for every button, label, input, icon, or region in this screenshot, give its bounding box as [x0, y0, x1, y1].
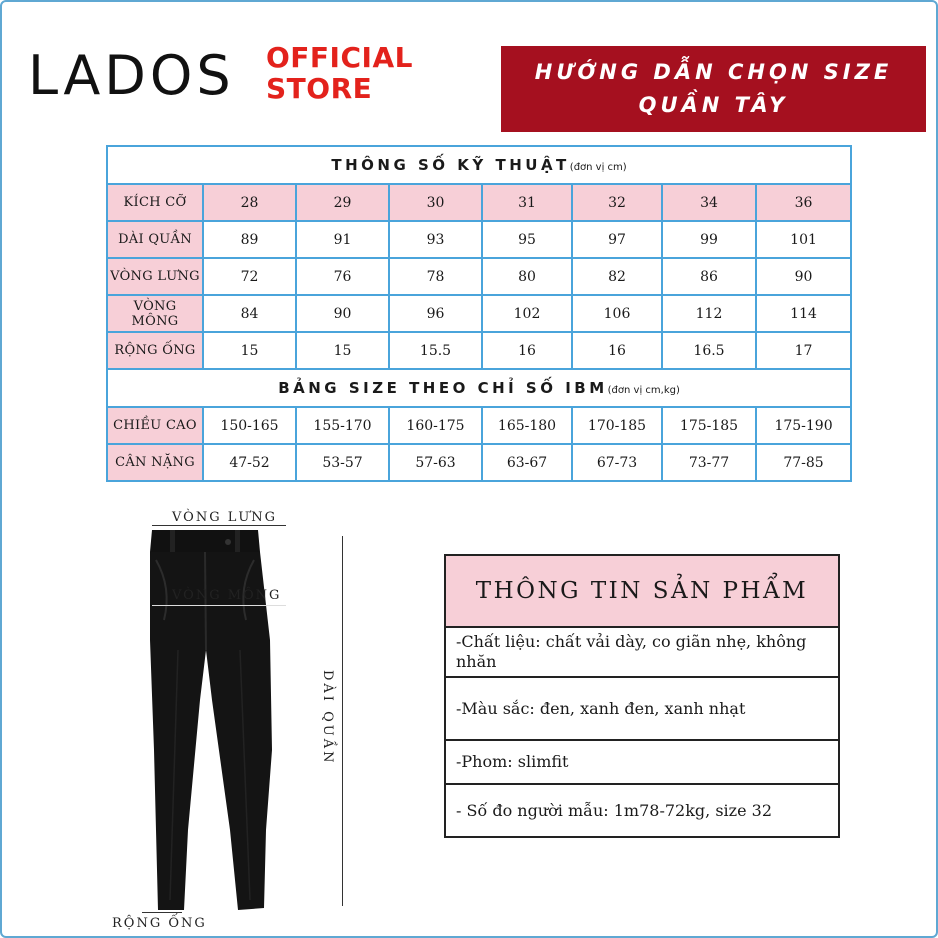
length-measure-label: DÀI QUẦN — [320, 670, 335, 766]
value-cell: 17 — [756, 332, 851, 369]
value-cell: 101 — [756, 221, 851, 258]
hip-measure-label: VÒNG MÔNG — [172, 588, 282, 603]
value-cell: 97 — [572, 221, 662, 258]
value-cell: 15 — [296, 332, 389, 369]
value-cell: 63-67 — [482, 444, 572, 481]
size-cell: 36 — [756, 184, 851, 221]
color-info: -Màu sắc: đen, xanh đen, xanh nhạt — [445, 677, 839, 740]
value-cell: 72 — [203, 258, 296, 295]
size-spec-table — [106, 145, 852, 482]
spec-title-unit: (đơn vị cm) — [569, 162, 627, 173]
value-cell: 170-185 — [572, 407, 662, 444]
value-cell: 47-52 — [203, 444, 296, 481]
bmi-title-row — [107, 369, 851, 407]
bmi-title: BẢNG SIZE THEO CHỈ SỐ IBM — [278, 379, 608, 397]
hip-measure-line — [152, 605, 286, 606]
bmi-title-cell — [107, 369, 851, 407]
banner-line-1: HƯỚNG DẪN CHỌN SIZE — [534, 60, 893, 84]
value-cell: 78 — [389, 258, 482, 295]
row-label: RỘNG ỐNG — [107, 332, 203, 369]
value-cell: 90 — [756, 258, 851, 295]
size-label: KÍCH CỠ — [107, 184, 203, 221]
value-cell: 99 — [662, 221, 756, 258]
spec-title: THÔNG SỐ KỸ THUẬT — [331, 156, 570, 174]
value-cell: 95 — [482, 221, 572, 258]
bmi-title-unit: (đơn vị cm,kg) — [607, 385, 680, 396]
value-cell: 16 — [572, 332, 662, 369]
value-cell: 175-190 — [756, 407, 851, 444]
value-cell: 102 — [482, 295, 572, 332]
size-cell: 30 — [389, 184, 482, 221]
height-row — [107, 407, 851, 444]
size-cell: 28 — [203, 184, 296, 221]
leg-opening-measure-label: RỘNG ỐNG — [112, 916, 207, 931]
length-measure-line — [342, 536, 343, 906]
row-label: VÒNG LƯNG — [107, 258, 203, 295]
value-cell: 77-85 — [756, 444, 851, 481]
waist-row — [107, 258, 851, 295]
value-cell: 112 — [662, 295, 756, 332]
value-cell: 82 — [572, 258, 662, 295]
row-label: CHIỀU CAO — [107, 407, 203, 444]
value-cell: 150-165 — [203, 407, 296, 444]
value-cell: 86 — [662, 258, 756, 295]
value-cell: 96 — [389, 295, 482, 332]
leg-opening-measure-line — [142, 912, 182, 913]
size-row — [107, 184, 851, 221]
spec-title-row — [107, 146, 851, 184]
value-cell: 114 — [756, 295, 851, 332]
banner-line-2: QUẦN TÂY — [638, 93, 789, 117]
value-cell: 165-180 — [482, 407, 572, 444]
value-cell: 76 — [296, 258, 389, 295]
value-cell: 84 — [203, 295, 296, 332]
product-info-table — [444, 554, 840, 838]
leg-opening-row — [107, 332, 851, 369]
value-cell: 90 — [296, 295, 389, 332]
value-cell: 16 — [482, 332, 572, 369]
value-cell: 93 — [389, 221, 482, 258]
waist-measure-line — [152, 525, 286, 526]
official-store-label — [266, 42, 413, 104]
size-guide-banner — [501, 46, 926, 132]
size-cell: 32 — [572, 184, 662, 221]
row-label: DÀI QUẦN — [107, 221, 203, 258]
hip-row — [107, 295, 851, 332]
size-cell: 31 — [482, 184, 572, 221]
value-cell: 16.5 — [662, 332, 756, 369]
material-info: -Chất liệu: chất vải dày, co giãn nhẹ, không nhăn — [445, 627, 839, 677]
spec-title-cell — [107, 146, 851, 184]
weight-row — [107, 444, 851, 481]
value-cell: 57-63 — [389, 444, 482, 481]
size-cell: 29 — [296, 184, 389, 221]
value-cell: 80 — [482, 258, 572, 295]
brand-logo: LADOS — [28, 44, 235, 107]
value-cell: 67-73 — [572, 444, 662, 481]
waist-measure-label: VÒNG LƯNG — [172, 510, 278, 525]
value-cell: 91 — [296, 221, 389, 258]
value-cell: 155-170 — [296, 407, 389, 444]
value-cell: 15.5 — [389, 332, 482, 369]
value-cell: 106 — [572, 295, 662, 332]
fit-info: -Phom: slimfit — [445, 740, 839, 784]
pants-illustration — [100, 500, 390, 935]
model-info: - Số đo người mẫu: 1m78-72kg, size 32 — [445, 784, 839, 837]
value-cell: 73-77 — [662, 444, 756, 481]
value-cell: 160-175 — [389, 407, 482, 444]
pants-image — [100, 500, 390, 935]
value-cell: 53-57 — [296, 444, 389, 481]
value-cell: 175-185 — [662, 407, 756, 444]
product-info-title: THÔNG TIN SẢN PHẨM — [445, 555, 839, 627]
size-cell: 34 — [662, 184, 756, 221]
official-line-1: OFFICIAL — [266, 41, 413, 74]
official-line-2: STORE — [266, 72, 373, 105]
value-cell: 89 — [203, 221, 296, 258]
value-cell: 15 — [203, 332, 296, 369]
row-label: CÂN NẶNG — [107, 444, 203, 481]
length-row — [107, 221, 851, 258]
row-label: VÒNG MÔNG — [107, 295, 203, 332]
